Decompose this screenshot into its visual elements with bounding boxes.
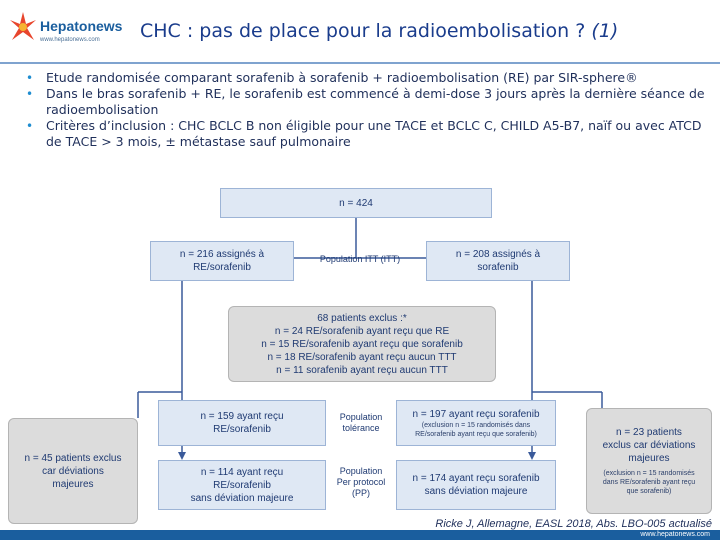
bullet-item: • Critères d’inclusion : CHC BCLC B non éligible pour une TACE et BCLC C, CHILD A5-B7, naïf ou avec ATCD de TACE > 3 mois, ± métastase sauf pulmonaire: [26, 118, 702, 149]
right-excluded-box: n = 23 patients exclus car déviations majeures (exclusion n = 15 randomisés dans RE/sorafenib ayant reçu que sorafenib): [586, 408, 712, 514]
title-main: CHC : pas de place pour la radioembolisation ?: [140, 20, 586, 42]
pp-label: Population Per protocol (PP): [336, 466, 386, 498]
footer-band: [0, 530, 720, 540]
sora-tolerance-box: n = 197 ayant reçu sorafenib (exclusion n = 15 randomisés dans RE/sorafenib ayant reçu que sorafenib): [396, 400, 556, 446]
itt-label: Population ITT (ITT): [319, 254, 401, 264]
tolerance-label: Population tolérance: [339, 412, 383, 433]
bullet-dot-icon: •: [26, 87, 34, 101]
bullet-item: • Dans le bras sorafenib + RE, le sorafenib est commencé à demi-dose 3 jours après la dernière séance de radioembolisation: [26, 86, 705, 117]
re-pp-box: n = 114 ayant reçu RE/sorafenib sans déviation majeure: [158, 460, 326, 510]
citation: Ricke J, Allemagne, EASL 2018, Abs. LBO-005 actualisé: [435, 518, 712, 530]
bullet-item: • Etude randomisée comparant sorafenib à sorafenib + radioembolisation (RE) par SIR-sphere®: [26, 70, 638, 85]
total-box: n = 424: [220, 188, 492, 218]
bullet-dot-icon: •: [26, 119, 34, 133]
excluded-box: 68 patients exclus :* n = 24 RE/sorafenib ayant reçu que RE n = 15 RE/sorafenib ayant reçu que sorafenib n = 18 RE/sorafenib ayant reçu aucun TTT n = 11 sorafenib ayant reçu aucun TTT: [228, 306, 496, 382]
footer-url: www.hepatonews.com: [640, 531, 710, 538]
arm-re-box: n = 216 assignés à RE/sorafenib: [150, 241, 294, 281]
logo-url: www.hepatonews.com: [40, 37, 100, 43]
logo-name: Hepatonews: [40, 18, 123, 34]
left-excluded-box: n = 45 patients exclus car déviations majeures: [8, 418, 138, 524]
arm-sora-box: n = 208 assignés à sorafenib: [426, 241, 570, 281]
re-tolerance-box: n = 159 ayant reçu RE/sorafenib: [158, 400, 326, 446]
bullet-dot-icon: •: [26, 71, 34, 85]
sora-pp-box: n = 174 ayant reçu sorafenib sans déviation majeure: [396, 460, 556, 510]
title-suffix: (1): [591, 20, 619, 42]
